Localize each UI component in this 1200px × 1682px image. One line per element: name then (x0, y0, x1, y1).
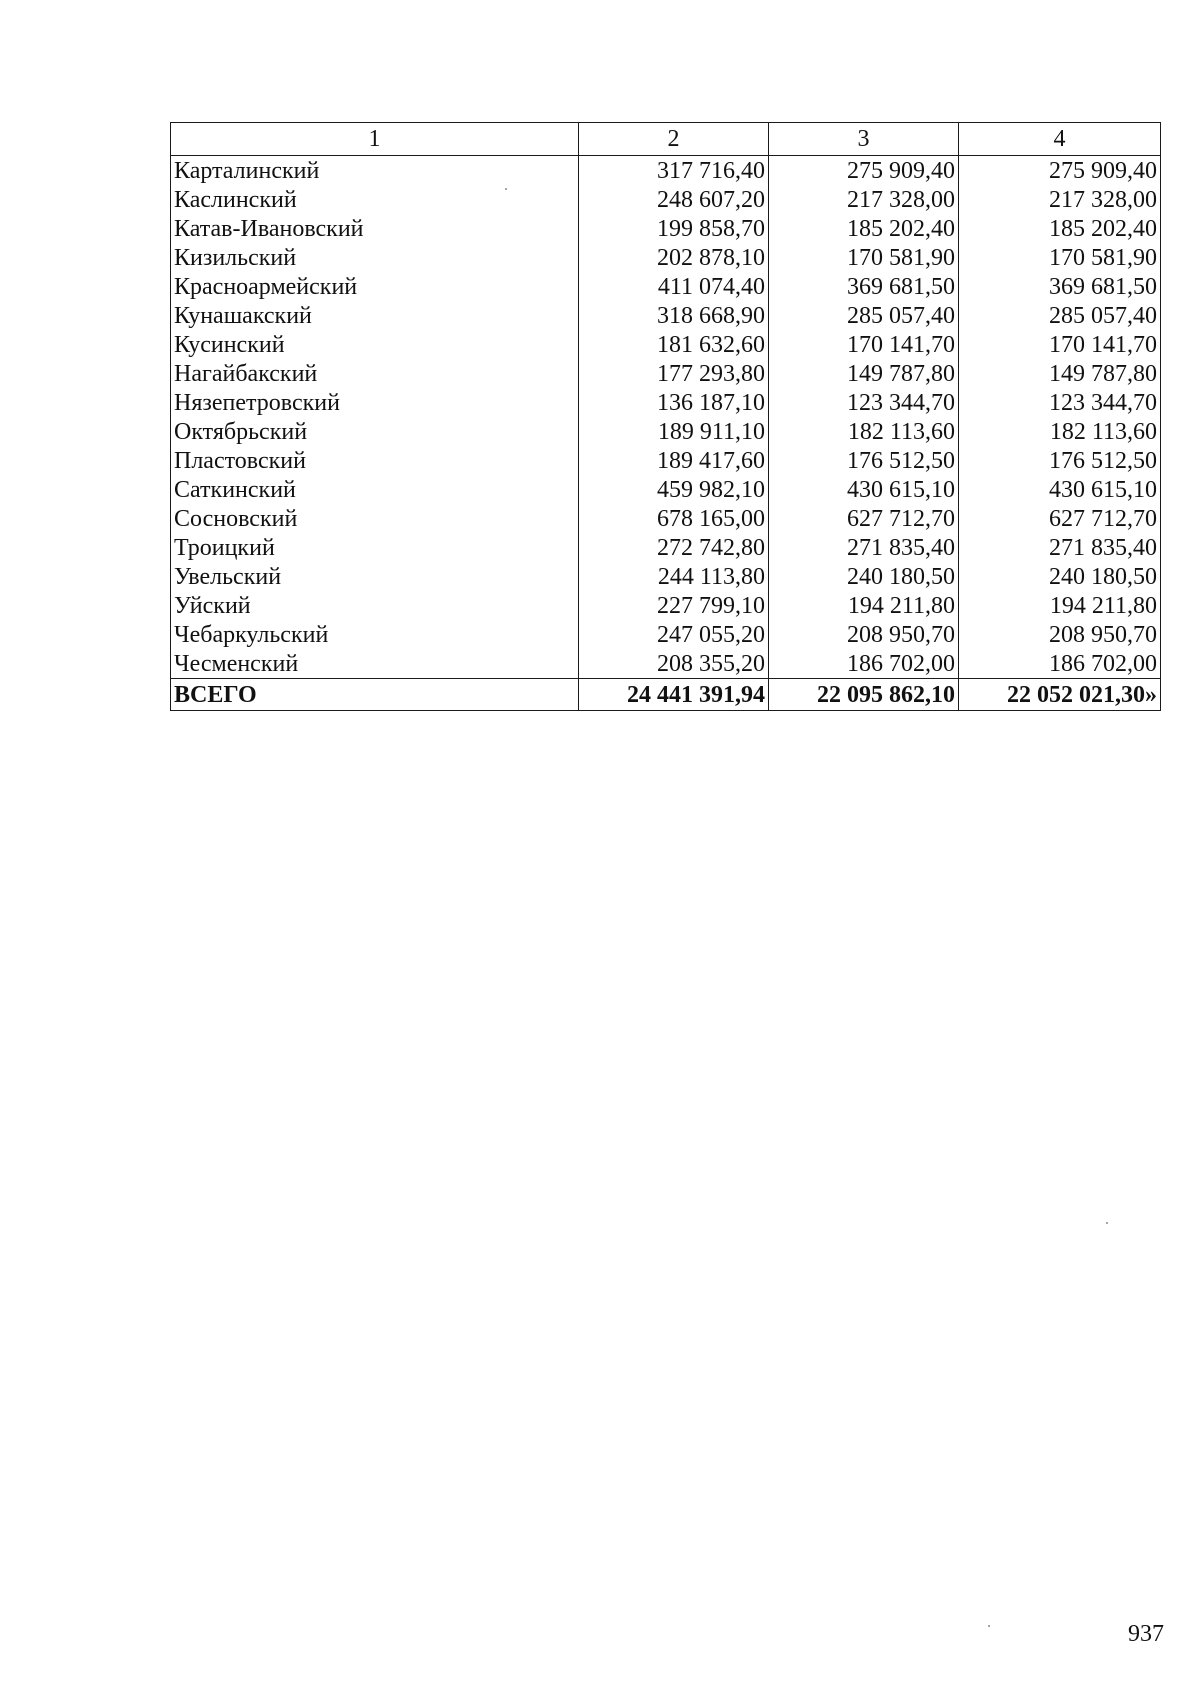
value-col3: 186 702,00 (769, 649, 959, 679)
district-name: Увельский (171, 562, 579, 591)
column-header-4: 4 (959, 123, 1161, 156)
value-col2: 208 355,20 (579, 649, 769, 679)
total-value-col4: 22 052 021,30» (959, 679, 1161, 711)
table-row (171, 533, 1161, 562)
value-col3: 271 835,40 (769, 533, 959, 562)
value-col4: 627 712,70 (959, 504, 1161, 533)
table-row (171, 272, 1161, 301)
district-name: Катав-Ивановский (171, 214, 579, 243)
table-row (171, 330, 1161, 359)
district-name: Троицкий (171, 533, 579, 562)
district-name: Октябрьский (171, 417, 579, 446)
value-col2: 459 982,10 (579, 475, 769, 504)
value-col3: 430 615,10 (769, 475, 959, 504)
value-col3: 149 787,80 (769, 359, 959, 388)
value-col2: 411 074,40 (579, 272, 769, 301)
value-col2: 199 858,70 (579, 214, 769, 243)
value-col3: 182 113,60 (769, 417, 959, 446)
value-col2: 136 187,10 (579, 388, 769, 417)
table-row (171, 185, 1161, 214)
value-col4: 240 180,50 (959, 562, 1161, 591)
table-row (171, 214, 1161, 243)
value-col3: 194 211,80 (769, 591, 959, 620)
value-col3: 275 909,40 (769, 156, 959, 186)
value-col3: 240 180,50 (769, 562, 959, 591)
page-number: 937 (1128, 1621, 1164, 1647)
table-row (171, 446, 1161, 475)
value-col4: 285 057,40 (959, 301, 1161, 330)
value-col2: 227 799,10 (579, 591, 769, 620)
value-col4: 149 787,80 (959, 359, 1161, 388)
value-col2: 318 668,90 (579, 301, 769, 330)
table-row (171, 243, 1161, 272)
district-name: Уйский (171, 591, 579, 620)
value-col2: 189 911,10 (579, 417, 769, 446)
total-value-col2: 24 441 391,94 (579, 679, 769, 711)
table-body (171, 156, 1161, 679)
value-col4: 271 835,40 (959, 533, 1161, 562)
value-col3: 170 141,70 (769, 330, 959, 359)
value-col2: 678 165,00 (579, 504, 769, 533)
column-header-3: 3 (769, 123, 959, 156)
value-col3: 185 202,40 (769, 214, 959, 243)
district-name: Пластовский (171, 446, 579, 475)
district-name: Кунашакский (171, 301, 579, 330)
value-col4: 217 328,00 (959, 185, 1161, 214)
district-name: Каслинский (171, 185, 579, 214)
value-col2: 189 417,60 (579, 446, 769, 475)
value-col2: 272 742,80 (579, 533, 769, 562)
value-col4: 176 512,50 (959, 446, 1161, 475)
value-col4: 182 113,60 (959, 417, 1161, 446)
value-col2: 248 607,20 (579, 185, 769, 214)
district-name: Карталинский (171, 156, 579, 186)
value-col2: 247 055,20 (579, 620, 769, 649)
table-header-row (171, 123, 1161, 156)
district-name: Кизильский (171, 243, 579, 272)
value-col2: 202 878,10 (579, 243, 769, 272)
value-col3: 208 950,70 (769, 620, 959, 649)
budget-table (170, 122, 1161, 711)
total-label: ВСЕГО (171, 679, 579, 711)
table-row (171, 649, 1161, 679)
table-row (171, 156, 1161, 186)
value-col3: 627 712,70 (769, 504, 959, 533)
value-col3: 176 512,50 (769, 446, 959, 475)
table-row (171, 301, 1161, 330)
value-col4: 275 909,40 (959, 156, 1161, 186)
district-name: Сосновский (171, 504, 579, 533)
district-name: Красноармейский (171, 272, 579, 301)
value-col2: 181 632,60 (579, 330, 769, 359)
table-row (171, 620, 1161, 649)
value-col4: 208 950,70 (959, 620, 1161, 649)
value-col4: 123 344,70 (959, 388, 1161, 417)
table-row (171, 562, 1161, 591)
district-name: Кусинский (171, 330, 579, 359)
scan-speck (988, 1625, 990, 1627)
value-col4: 185 202,40 (959, 214, 1161, 243)
scan-speck (1106, 1222, 1108, 1224)
column-header-1: 1 (171, 123, 579, 156)
value-col2: 317 716,40 (579, 156, 769, 186)
value-col4: 170 581,90 (959, 243, 1161, 272)
district-name: Чебаркульский (171, 620, 579, 649)
value-col3: 285 057,40 (769, 301, 959, 330)
value-col2: 244 113,80 (579, 562, 769, 591)
value-col3: 369 681,50 (769, 272, 959, 301)
value-col3: 123 344,70 (769, 388, 959, 417)
table-row (171, 417, 1161, 446)
value-col4: 186 702,00 (959, 649, 1161, 679)
column-header-2: 2 (579, 123, 769, 156)
value-col3: 217 328,00 (769, 185, 959, 214)
table-row (171, 504, 1161, 533)
district-name: Нязепетровский (171, 388, 579, 417)
district-name: Саткинский (171, 475, 579, 504)
table-row (171, 475, 1161, 504)
district-name: Чесменский (171, 649, 579, 679)
value-col4: 430 615,10 (959, 475, 1161, 504)
table-total-row (171, 679, 1161, 711)
table-row (171, 359, 1161, 388)
total-value-col3: 22 095 862,10 (769, 679, 959, 711)
district-name: Нагайбакский (171, 359, 579, 388)
scan-speck (505, 188, 507, 190)
value-col4: 194 211,80 (959, 591, 1161, 620)
value-col4: 369 681,50 (959, 272, 1161, 301)
value-col4: 170 141,70 (959, 330, 1161, 359)
value-col3: 170 581,90 (769, 243, 959, 272)
value-col2: 177 293,80 (579, 359, 769, 388)
table-row (171, 388, 1161, 417)
table-row (171, 591, 1161, 620)
